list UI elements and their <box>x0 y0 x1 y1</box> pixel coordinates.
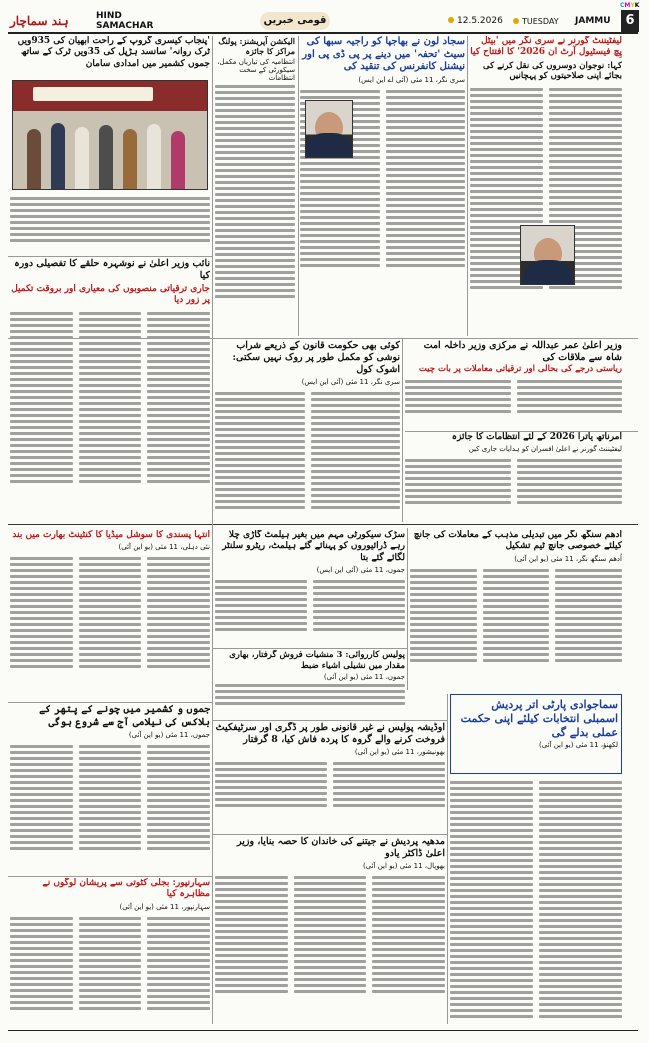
column-rule <box>298 36 299 336</box>
headline: سہارنپور: بجلی کٹوتی سے پریشان لوگوں نے مظاہرہ کیا <box>42 878 210 900</box>
byline: سری نگر، 11 مئی (آئی اے این ایس) <box>358 75 465 84</box>
page-number: 6 <box>621 10 639 32</box>
subhead: جاری ترقیاتی منصوبوں کی معیاری اور بروقت تکمیل پر زور دیا <box>11 283 210 305</box>
headline: سجاد لون نے بھاجپا کو راجیہ سبھا کی سیٹ 'تحفہ' میں دینے پر پی ڈی پی اور نیشنل کانفرنس کی تنقید کی <box>302 36 465 72</box>
story-lg-expo <box>470 36 622 336</box>
body <box>523 260 573 284</box>
cmyk-c: C <box>620 2 625 9</box>
story-samajwadi-body <box>450 778 622 1023</box>
section-divider <box>8 524 638 525</box>
newspaper-logo: ہند سماچار <box>10 14 69 28</box>
person <box>171 131 185 189</box>
byline: جموں، 11 مئی (یو این آئی) <box>323 673 405 682</box>
headline: امرناتھ یاترا 2026 کے لئے انتظامات کا جائزہ <box>451 432 622 442</box>
person <box>51 123 65 189</box>
lg-portrait-photo <box>520 225 575 285</box>
headline: لیفٹیننٹ گورنر نے سری نگر میں 'بیٹل پِچ فیسٹیول آرٹ ان 2026' کا افتتاح کیا <box>470 36 622 58</box>
cmyk-y: Y <box>630 2 635 9</box>
masthead-rule <box>8 32 638 34</box>
headline: کوئی بھی حکومت قانون کے ذریعے شراب نوشی کو مکمل طور پر روک نہیں سکتی: اشوک کول <box>232 340 400 375</box>
byline: بھوپال، 11 مئی (یو این آئی) <box>363 861 445 870</box>
story-special-team <box>410 530 622 690</box>
headline: سماجوادی پارٹی اتر پردیش اسمبلی انتخابات کیلئے اپنی حکمت عملی بدلے گی <box>460 698 618 739</box>
story-punjab-kesari-body <box>10 194 210 254</box>
byline: سہارنپور، 11 مئی (یو این آئی) <box>119 902 210 911</box>
headline: سڑک سیکورٹی مہم میں بغیر ہیلمٹ گاڑی چلا رہے ڈرائیوروں کو پہنائے گئے ہیلمٹ، ریٹرو سلنٹر لگائے گئے بتا <box>222 530 405 563</box>
headline: وزیر اعلیٰ عمر عبداللہ نے مرکزی وزیر داخلہ امت شاہ سے ملاقات کی <box>423 340 622 363</box>
subhead: کہا: نوجوان دوسروں کی نقل کرنے کی بجائے اپنی صلاحیتوں کو پہچانیں <box>482 60 622 82</box>
person <box>123 129 137 189</box>
column-rule <box>407 528 408 690</box>
person <box>147 124 161 189</box>
row-rule <box>405 431 638 432</box>
subhead: ریاستی درجے کی بحالی اور ترقیاتی معاملات پر بات چیت <box>418 363 622 374</box>
column-rule <box>447 694 448 1024</box>
headline: 'پنجاب کیسری گروپ کے راحت ابھیان کی 935ویں ٹرک روانہ' سانسد ہڑپل کی 35ویں ٹرک کے ساتھ جموں کشمیر میں امدادی سامان <box>17 36 210 69</box>
row-rule <box>8 338 638 339</box>
byline: جموں، 11 مئی (آئی این ایس) <box>316 565 405 574</box>
byline: جموں، 11 مئی (یو این آئی) <box>128 731 210 739</box>
cmyk-k: K <box>634 2 640 9</box>
body <box>305 133 353 157</box>
row-rule <box>212 720 448 721</box>
story-cm-omar <box>405 340 622 430</box>
headline: پولیس کارروائی: 3 منشیات فروش گرفتار، بھاری مقدار میں نشیلی اشیاء ضبط <box>229 650 405 671</box>
subhead: انتظامیہ کی تیاریاں مکمل، سیکورٹی کے سخت انتظامات <box>217 58 295 82</box>
headline: جموں و کشمیر میں چونے کے پتھر کے بلاکس کی نیلامی آج سے شروع ہوگی <box>39 704 210 728</box>
headline: انتہا پسندی کا سوشل میڈیا کا کنٹینٹ بھارت میں بند <box>12 530 210 540</box>
byline: اُدھم سنگھ نگر، 11 مئی (یو این آئی) <box>514 554 622 563</box>
headline: الیکشن آپریشنز: پولنگ مراکز کا جائزہ <box>218 36 295 56</box>
story-mp-minister <box>215 836 445 1023</box>
column-rule <box>467 36 468 336</box>
edition-city: JAMMU <box>575 16 611 26</box>
column-rule <box>212 36 213 1024</box>
group-photo <box>12 80 208 190</box>
person <box>27 129 41 189</box>
story-social-media <box>10 530 210 700</box>
story-road-safety <box>215 530 405 645</box>
byline: لکھنؤ، 11 مئی (یو این آئی) <box>539 741 618 750</box>
newspaper-english-name: HIND SAMACHAR <box>96 11 154 31</box>
story-punjab-kesari <box>10 36 210 78</box>
person <box>75 127 89 189</box>
story-limestone <box>10 704 210 874</box>
section-label: قومی خبریں <box>260 12 330 30</box>
headline: نائب وزیر اعلیٰ نے نوشہرہ حلقے کا تفصیلی دورہ کیا <box>14 258 210 281</box>
headline: اُدھم سنگھ نگر میں تبدیلی مذہب کے معاملات کی جانچ کیلئے خصوصی جانچ ٹیم تشکیل <box>413 530 622 552</box>
cmyk-m: M <box>624 2 631 9</box>
headline: مدھیہ پردیش نے جیتنے کی خاندان کا حصہ بنایا، وزیر اعلیٰ ڈاکٹر یادو <box>236 836 445 859</box>
row-rule <box>8 876 212 877</box>
issue-date-text: 12.5.2026 <box>457 16 503 26</box>
row-rule <box>212 648 407 649</box>
footer-rule <box>8 1030 638 1031</box>
story-samajwadi <box>450 694 622 774</box>
byline: نئی دہلی، 11 مئی (یو این آئی) <box>118 543 210 552</box>
byline: بھونیشور، 11 مئی (یو این آئی) <box>354 747 445 756</box>
row-rule <box>8 256 212 257</box>
person <box>99 125 113 189</box>
photo-banner <box>33 87 153 101</box>
story-amarnath <box>405 432 622 520</box>
issue-date <box>448 16 503 26</box>
subhead: لیفٹیننٹ گورنر نے اعلیٰ افسران کو ہدایات جاری کیں <box>468 445 622 454</box>
story-liquor-law <box>215 340 400 520</box>
story-deputy-cm <box>10 258 210 518</box>
story-saharanpur <box>10 878 210 1023</box>
cmyk-marks <box>620 2 639 9</box>
day-dot-icon <box>513 18 519 24</box>
byline: سری نگر، 11 مئی (آئی این ایس) <box>301 377 400 386</box>
lone-portrait-photo <box>305 100 353 158</box>
row-rule <box>212 834 448 835</box>
masthead <box>10 12 630 30</box>
column-rule <box>402 338 403 522</box>
headline: اوڈیشہ پولیس نے غیر قانونی طور پر ڈگری اور سرٹیفکیٹ فروخت کرنے والے گروہ کا پردہ فاش کیا، 8 گرفتار <box>215 722 445 745</box>
row-rule <box>8 702 212 703</box>
story-fake-degree <box>215 722 445 832</box>
story-election-ops <box>215 36 295 336</box>
story-drugs <box>215 650 405 718</box>
date-dot-icon <box>448 17 454 23</box>
issue-day <box>513 17 559 26</box>
story-sajjad-lone <box>300 36 465 336</box>
issue-day-text: TUESDAY <box>522 16 559 26</box>
